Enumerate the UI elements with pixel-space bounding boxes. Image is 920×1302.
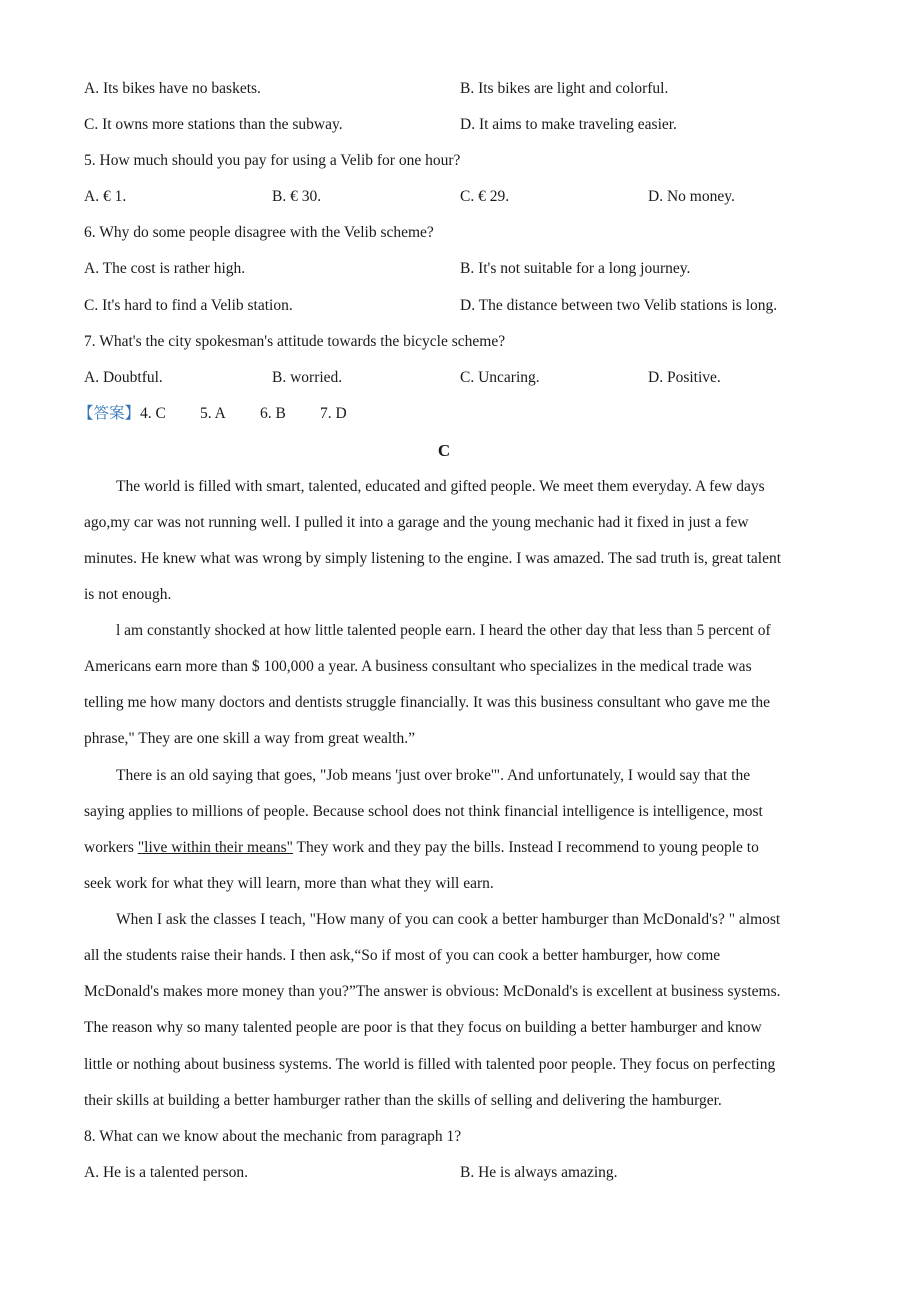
passage-line: There is an old saying that goes, "Job means 'just over broke'". And unfortunately, I would say that the <box>116 767 751 784</box>
q4-option-b: B. Its bikes are light and colorful. <box>460 80 669 97</box>
passage-line: their skills at building a better hamburger rather than the skills of selling and delivering the hamburger. <box>84 1092 722 1109</box>
q5-option-b: B. € 30. <box>272 188 322 205</box>
q8-option-b: B. He is always amazing. <box>460 1164 618 1181</box>
answer-item: 7. D <box>320 405 347 422</box>
q7-option-d: D. Positive. <box>648 369 721 386</box>
passage-line: The world is filled with smart, talented, educated and gifted people. We meet them everyday. A few days <box>116 478 765 495</box>
q8-option-a: A. He is a talented person. <box>84 1164 248 1181</box>
passage-line-with-underline <box>84 838 759 858</box>
passage-line: When I ask the classes I teach, "How many of you can cook a better hamburger than McDonald's? " almost <box>116 911 781 928</box>
q6-option-b: B. It's not suitable for a long journey. <box>460 260 691 277</box>
q7-option-b: B. worried. <box>272 369 343 386</box>
underlined-phrase: "live within their means" <box>137 839 293 856</box>
answer-item: 4. C <box>140 405 166 422</box>
passage-text: workers <box>84 839 138 856</box>
passage-line: ago,my car was not running well. I pulled it into a garage and the young mechanic had it fixed in just a few <box>84 514 749 531</box>
passage-line: l am constantly shocked at how little talented people earn. I heard the other day that less than 5 percent of <box>116 622 771 639</box>
section-heading: C <box>437 441 451 460</box>
q6-option-a: A. The cost is rather high. <box>84 260 246 277</box>
q5-stem: 5. How much should you pay for using a Velib for one hour? <box>84 152 461 169</box>
q7-stem: 7. What's the city spokesman's attitude towards the bicycle scheme? <box>84 333 506 350</box>
passage-line: is not enough. <box>84 586 172 603</box>
passage-text: They work and they pay the bills. Instead I recommend to young people to <box>292 839 759 856</box>
q5-option-d: D. No money. <box>648 188 735 205</box>
q6-stem: 6. Why do some people disagree with the Velib scheme? <box>84 224 434 241</box>
answer-item: 6. B <box>260 405 286 422</box>
passage-line: phrase," They are one skill a way from great wealth.” <box>84 730 415 747</box>
q5-option-c: C. € 29. <box>460 188 510 205</box>
passage-line: The reason why so many talented people are poor is that they focus on building a better hamburger and know <box>84 1019 762 1036</box>
q7-option-c: C. Uncaring. <box>460 369 540 386</box>
passage-line: minutes. He knew what was wrong by simply listening to the engine. I was amazed. The sad truth is, great talent <box>84 550 782 567</box>
passage-line: McDonald's makes more money than you?”The answer is obvious: McDonald's is excellent at business systems. <box>84 983 781 1000</box>
answer-key <box>78 404 347 424</box>
passage-line: telling me how many doctors and dentists struggle financially. It was this business consultant who gave me the <box>84 694 771 711</box>
answer-item: 5. A <box>200 405 226 422</box>
q8-stem: 8. What can we know about the mechanic from paragraph 1? <box>84 1128 462 1145</box>
q4-option-c: C. It owns more stations than the subway. <box>84 116 343 133</box>
q6-option-c: C. It's hard to find a Velib station. <box>84 297 293 314</box>
passage-line: Americans earn more than $ 100,000 a year. A business consultant who specializes in the medical trade was <box>84 658 752 675</box>
passage-line: little or nothing about business systems. The world is filled with talented poor people. They focus on perfecting <box>84 1056 776 1073</box>
passage-line: all the students raise their hands. I then ask,“So if most of you can cook a better hamburger, how come <box>84 947 721 964</box>
passage-line: seek work for what they will learn, more than what they will earn. <box>84 875 494 892</box>
q7-option-a: A. Doubtful. <box>84 369 163 386</box>
q4-option-a: A. Its bikes have no baskets. <box>84 80 261 97</box>
passage-line: saying applies to millions of people. Because school does not think financial intelligence is intelligence, most <box>84 803 763 820</box>
q6-option-d: D. The distance between two Velib stations is long. <box>460 297 778 314</box>
q4-option-d: D. It aims to make traveling easier. <box>460 116 677 133</box>
q5-option-a: A. € 1. <box>84 188 127 205</box>
answer-tag: 【答案】 <box>78 405 141 422</box>
